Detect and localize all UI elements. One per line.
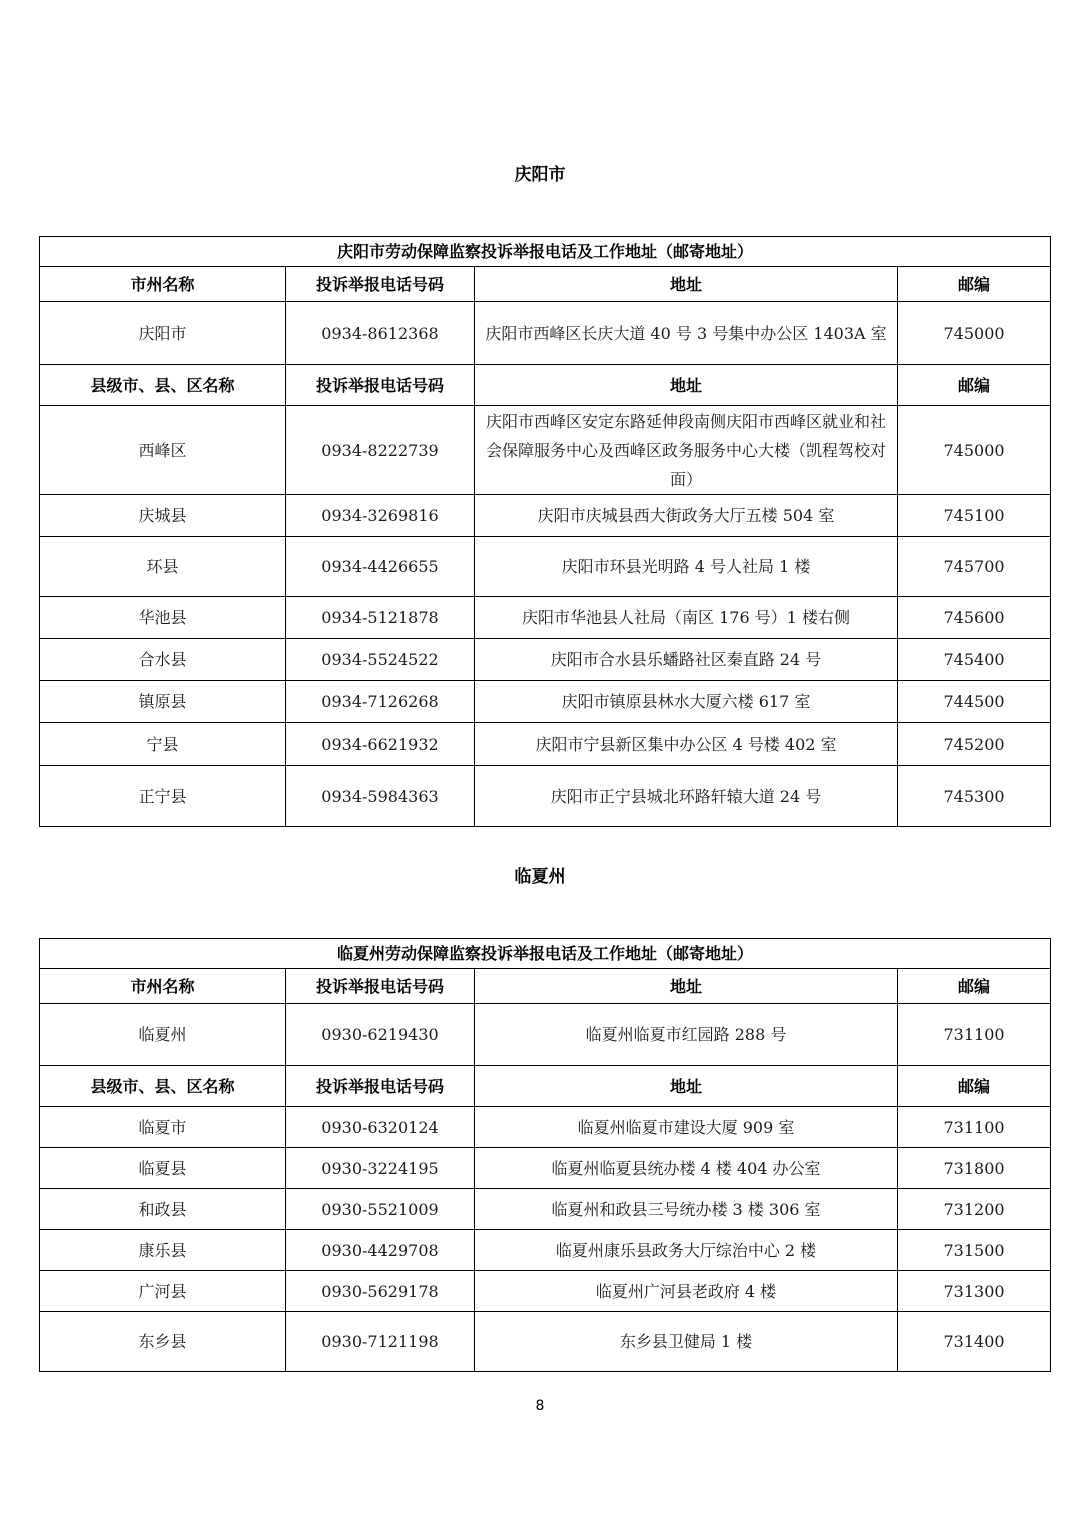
table-row — [40, 639, 1051, 681]
section-title-linxia: 临夏州 — [514, 867, 566, 887]
table-caption: 临夏州劳动保障监察投诉举报电话及工作地址（邮寄地址） — [40, 939, 1051, 969]
column-header: 投诉举报电话号码 — [286, 365, 475, 406]
row-name: 西峰区 — [40, 406, 286, 495]
city-header-row — [40, 267, 1051, 302]
row-zip: 745000 — [898, 406, 1051, 495]
row-name: 环县 — [40, 537, 286, 597]
row-name: 临夏市 — [40, 1107, 286, 1148]
row-address: 庆阳市正宁县城北环路轩辕大道 24 号 — [475, 766, 898, 827]
row-phone: 0930-6320124 — [286, 1107, 475, 1148]
table-row — [40, 597, 1051, 639]
county-header-row — [40, 365, 1051, 406]
column-header: 投诉举报电话号码 — [286, 969, 475, 1004]
column-header: 市州名称 — [40, 969, 286, 1004]
column-header: 邮编 — [898, 267, 1051, 302]
table-row — [40, 537, 1051, 597]
row-name: 镇原县 — [40, 681, 286, 723]
table-caption-row — [40, 237, 1051, 267]
row-zip: 745700 — [898, 537, 1051, 597]
table-row — [40, 1004, 1051, 1066]
row-name: 庆城县 — [40, 495, 286, 537]
column-header: 投诉举报电话号码 — [286, 1066, 475, 1107]
column-header: 邮编 — [898, 365, 1051, 406]
qingyang-contact-table — [39, 236, 1051, 827]
row-zip: 731800 — [898, 1148, 1051, 1189]
city-header-row — [40, 969, 1051, 1004]
row-address: 临夏州和政县三号统办楼 3 楼 306 室 — [475, 1189, 898, 1230]
column-header: 地址 — [475, 267, 898, 302]
row-phone: 0934-5121878 — [286, 597, 475, 639]
table-row — [40, 495, 1051, 537]
row-address: 庆阳市合水县乐蟠路社区秦直路 24 号 — [475, 639, 898, 681]
row-zip: 731300 — [898, 1271, 1051, 1312]
row-phone: 0930-3224195 — [286, 1148, 475, 1189]
column-header: 县级市、县、区名称 — [40, 1066, 286, 1107]
row-zip: 745200 — [898, 723, 1051, 766]
row-address: 临夏州广河县老政府 4 楼 — [475, 1271, 898, 1312]
row-address: 庆阳市庆城县西大街政务大厅五楼 504 室 — [475, 495, 898, 537]
table-row — [40, 1148, 1051, 1189]
row-zip: 731400 — [898, 1312, 1051, 1372]
table-caption: 庆阳市劳动保障监察投诉举报电话及工作地址（邮寄地址） — [40, 237, 1051, 267]
row-phone: 0934-5524522 — [286, 639, 475, 681]
row-phone: 0934-6621932 — [286, 723, 475, 766]
row-address: 庆阳市西峰区长庆大道 40 号 3 号集中办公区 1403A 室 — [475, 302, 898, 365]
row-name: 东乡县 — [40, 1312, 286, 1372]
column-header: 邮编 — [898, 1066, 1051, 1107]
table-row — [40, 302, 1051, 365]
row-zip: 731100 — [898, 1004, 1051, 1066]
row-zip: 744500 — [898, 681, 1051, 723]
row-address: 庆阳市镇原县林水大厦六楼 617 室 — [475, 681, 898, 723]
table-row — [40, 681, 1051, 723]
row-name: 庆阳市 — [40, 302, 286, 365]
table-row — [40, 1189, 1051, 1230]
column-header: 县级市、县、区名称 — [40, 365, 286, 406]
table-row — [40, 766, 1051, 827]
column-header: 邮编 — [898, 969, 1051, 1004]
row-zip: 745300 — [898, 766, 1051, 827]
row-address: 临夏州临夏市红园路 288 号 — [475, 1004, 898, 1066]
table-row — [40, 1271, 1051, 1312]
row-address: 东乡县卫健局 1 楼 — [475, 1312, 898, 1372]
table-row — [40, 406, 1051, 495]
row-name: 华池县 — [40, 597, 286, 639]
column-header: 投诉举报电话号码 — [286, 267, 475, 302]
county-header-row — [40, 1066, 1051, 1107]
row-phone: 0934-3269816 — [286, 495, 475, 537]
row-phone: 0930-4429708 — [286, 1230, 475, 1271]
row-zip: 745000 — [898, 302, 1051, 365]
row-phone: 0934-8612368 — [286, 302, 475, 365]
table-caption-row — [40, 939, 1051, 969]
linxia-contact-table — [39, 938, 1051, 1372]
row-address: 庆阳市环县光明路 4 号人社局 1 楼 — [475, 537, 898, 597]
row-name: 正宁县 — [40, 766, 286, 827]
row-phone: 0934-7126268 — [286, 681, 475, 723]
row-phone: 0930-5521009 — [286, 1189, 475, 1230]
column-header: 地址 — [475, 365, 898, 406]
row-zip: 731200 — [898, 1189, 1051, 1230]
row-zip: 731500 — [898, 1230, 1051, 1271]
row-zip: 745600 — [898, 597, 1051, 639]
row-phone: 0934-5984363 — [286, 766, 475, 827]
row-address: 庆阳市宁县新区集中办公区 4 号楼 402 室 — [475, 723, 898, 766]
row-address: 临夏州临夏县统办楼 4 楼 404 办公室 — [475, 1148, 898, 1189]
row-name: 广河县 — [40, 1271, 286, 1312]
column-header: 地址 — [475, 969, 898, 1004]
row-name: 康乐县 — [40, 1230, 286, 1271]
table-row — [40, 723, 1051, 766]
row-phone: 0934-4426655 — [286, 537, 475, 597]
row-phone: 0934-8222739 — [286, 406, 475, 495]
row-name: 宁县 — [40, 723, 286, 766]
row-zip: 745100 — [898, 495, 1051, 537]
row-phone: 0930-5629178 — [286, 1271, 475, 1312]
table-row — [40, 1312, 1051, 1372]
table-row — [40, 1230, 1051, 1271]
row-phone: 0930-7121198 — [286, 1312, 475, 1372]
row-address: 临夏州临夏市建设大厦 909 室 — [475, 1107, 898, 1148]
section-title-qingyang: 庆阳市 — [514, 165, 566, 185]
column-header: 市州名称 — [40, 267, 286, 302]
page-number: 8 — [535, 1398, 545, 1414]
row-zip: 731100 — [898, 1107, 1051, 1148]
row-address: 临夏州康乐县政务大厅综治中心 2 楼 — [475, 1230, 898, 1271]
row-phone: 0930-6219430 — [286, 1004, 475, 1066]
table-row — [40, 1107, 1051, 1148]
row-name: 和政县 — [40, 1189, 286, 1230]
row-name: 合水县 — [40, 639, 286, 681]
column-header: 地址 — [475, 1066, 898, 1107]
row-address: 庆阳市华池县人社局（南区 176 号）1 楼右侧 — [475, 597, 898, 639]
row-address: 庆阳市西峰区安定东路延伸段南侧庆阳市西峰区就业和社会保障服务中心及西峰区政务服务中心大楼（凯程驾校对面） — [475, 406, 898, 495]
row-name: 临夏县 — [40, 1148, 286, 1189]
row-zip: 745400 — [898, 639, 1051, 681]
row-name: 临夏州 — [40, 1004, 286, 1066]
